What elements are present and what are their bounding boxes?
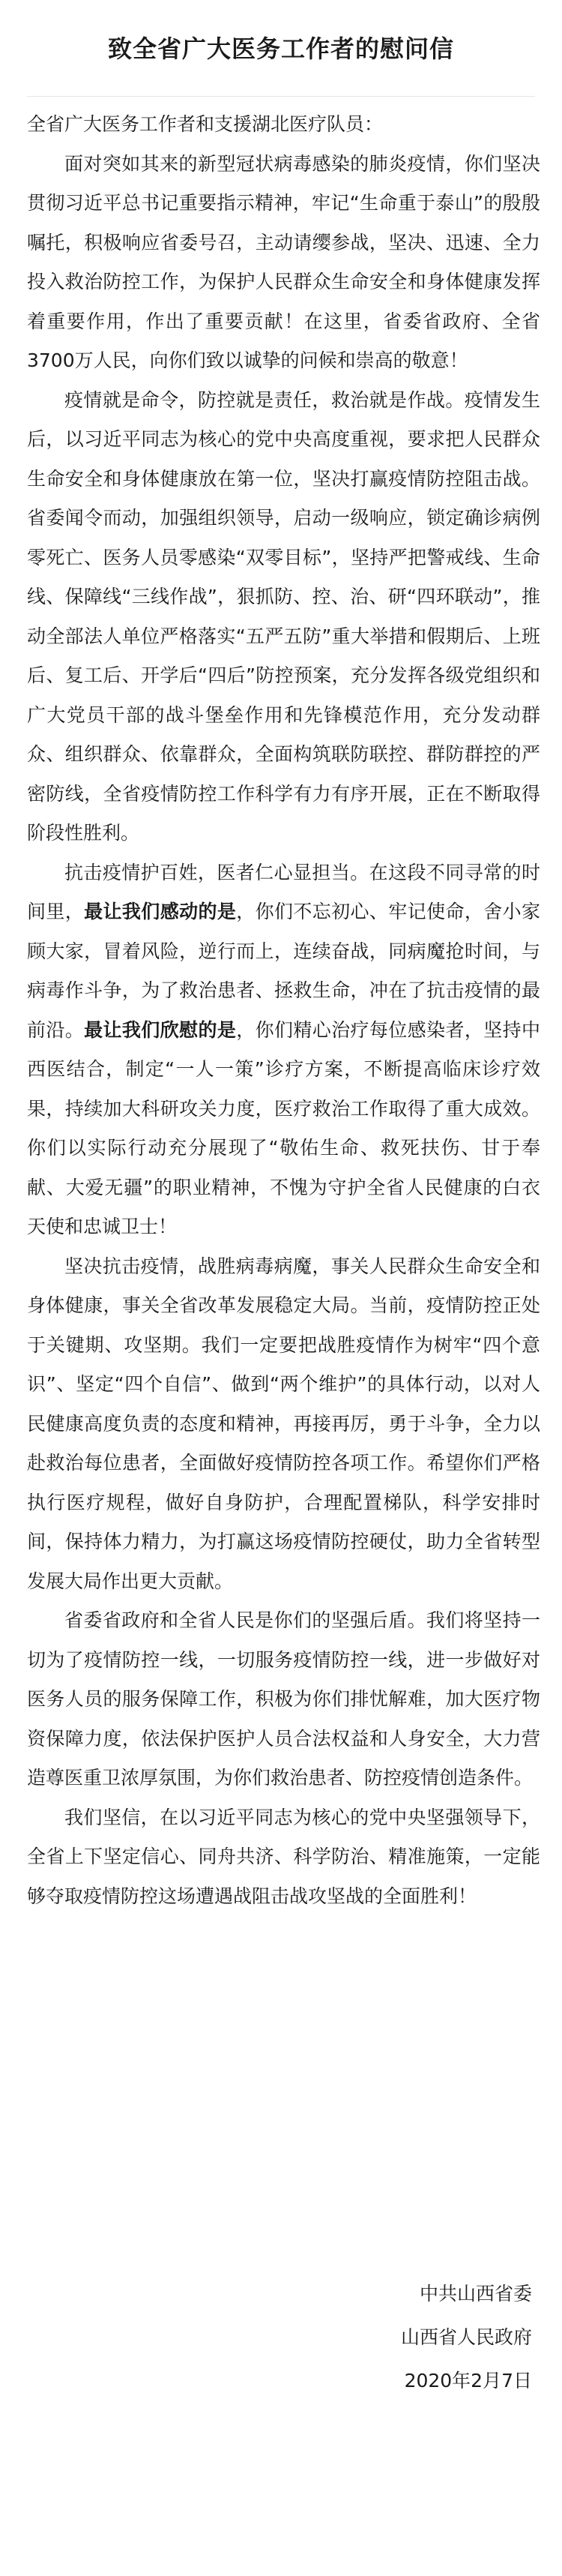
- paragraph-text: 疫情就是命令，防控就是责任，救治就是作战。疫情发生后，以习近平同志为核心的党中央高度重视，要求把人民群众生命安全和身体健康放在第一位，坚决打赢疫情防控阻击战。省委闻令而动，加强组织领导，启动一级响应，锁定确诊病例零死亡、医务人员零感染“双零目标”，坚持严把警戒线、生命线、保障线“三线作战”，狠抓防、控、治、研“四环联动”，推动全部法人单位严格落实“五严五防”重大举措和假期后、上班后、复工后、开学后“四后”防控预案，充分发挥各级党组织和广大党员干部的战斗堡垒作用和先锋模范作用，充分发动群众、组织群众、依靠群众，全面构筑联防联控、群防群控的严密防线，全省疫情防控工作科学有力有序开展，正在不断取得阶段性胜利。: [27, 388, 540, 844]
- body-paragraph: [27, 1247, 540, 1602]
- paragraph-text: ，你们不忘初心、牢记使命，舍小家顾大家，冒着风险，逆行而上，连续奋战，同病魔抢时间，与病毒作斗争，为了救治患者、拯救生命，冲在了抗击疫情的最前沿。: [27, 901, 540, 1041]
- salutation: 全省广大医务工作者和支援湖北医疗队员：: [27, 113, 384, 135]
- body-paragraph: [27, 1798, 540, 1917]
- paragraph-text: 面对突如其来的新型冠状病毒感染的肺炎疫情，你们坚决贯彻习近平总书记重要指示精神，牢记“生命重于泰山”的殷殷嘱托，积极响应省委号召，主动请缨参战，坚决、迅速、全力投入救治防控工作，为保护人民群众生命安全和身体健康发挥着重要作用，作出了重要贡献！在这里，省委省政府、全省3700万人民，向你们致以诚挚的问候和崇高的敬意！: [27, 152, 540, 371]
- signature-block: [401, 2272, 532, 2403]
- paragraph-text: ，你们精心治疗每位感染者，坚持中西医结合，制定“一人一策”诊疗方案，不断提高临床诊疗效果，持续加大科研攻关力度，医疗救治工作取得了重大成效。你们以实际行动充分展现了“敬佑生命、救死扶伤、甘于奉献、大爱无疆”的职业精神，不愧为守护全省人民健康的白衣天使和忠诚卫士！: [27, 1018, 540, 1237]
- letter-body: [27, 105, 540, 1916]
- body-paragraph: [27, 853, 540, 1247]
- signature-date: 2020年2月7日: [404, 2370, 532, 2392]
- body-paragraph: [27, 381, 540, 853]
- letter-title: 致全省广大医务工作者的慰问信: [107, 34, 454, 63]
- paragraph-text: 抗击疫情护百姓，医者仁心显担当。在这段不同寻常的时间里，: [27, 861, 540, 922]
- signature-org-party-committee: 中共山西省委: [419, 2283, 532, 2305]
- title-divider: [27, 96, 535, 97]
- body-paragraph: [27, 1601, 540, 1798]
- paragraph-text: 坚决抗击疫情，战胜病毒病魔，事关人民群众生命安全和身体健康，事关全省改革发展稳定大局。当前，疫情防控正处于关键期、攻坚期。我们一定要把战胜疫情作为树牢“四个意识”、坚定“四个自信”、做到“两个维护”的具体行动，以对人民健康高度负责的态度和精神，再接再厉，勇于斗争，全力以赴救治每位患者，全面做好疫情防控各项工作。希望你们严格执行医疗规程，做好自身防护，合理配置梯队，科学安排时间，保持体力精力，为打赢这场疫情防控硬仗，助力全省转型发展大局作出更大贡献。: [27, 1255, 540, 1592]
- emphasis-text: 最让我们欣慰的是: [84, 1018, 237, 1041]
- paragraph-text: 省委省政府和全省人民是你们的坚强后盾。我们将坚持一切为了疫情防控一线，一切服务疫情防控一线，进一步做好对医务人员的服务保障工作，积极为你们排忧解难，加大医疗物资保障力度，依法保护医护人员合法权益和人身安全，大力营造尊医重卫浓厚氛围，为你们救治患者、防控疫情创造条件。: [27, 1609, 540, 1789]
- signature-org-government: 山西省人民政府: [400, 2326, 532, 2348]
- body-paragraph: [27, 145, 540, 381]
- paragraph-text: 我们坚信，在以习近平同志为核心的党中央坚强领导下，全省上下坚定信心、同舟共济、科学防治、精准施策，一定能够夺取疫情防控这场遭遇战阻击战攻坚战的全面胜利！: [27, 1806, 540, 1907]
- emphasis-text: 最让我们感动的是: [84, 901, 237, 922]
